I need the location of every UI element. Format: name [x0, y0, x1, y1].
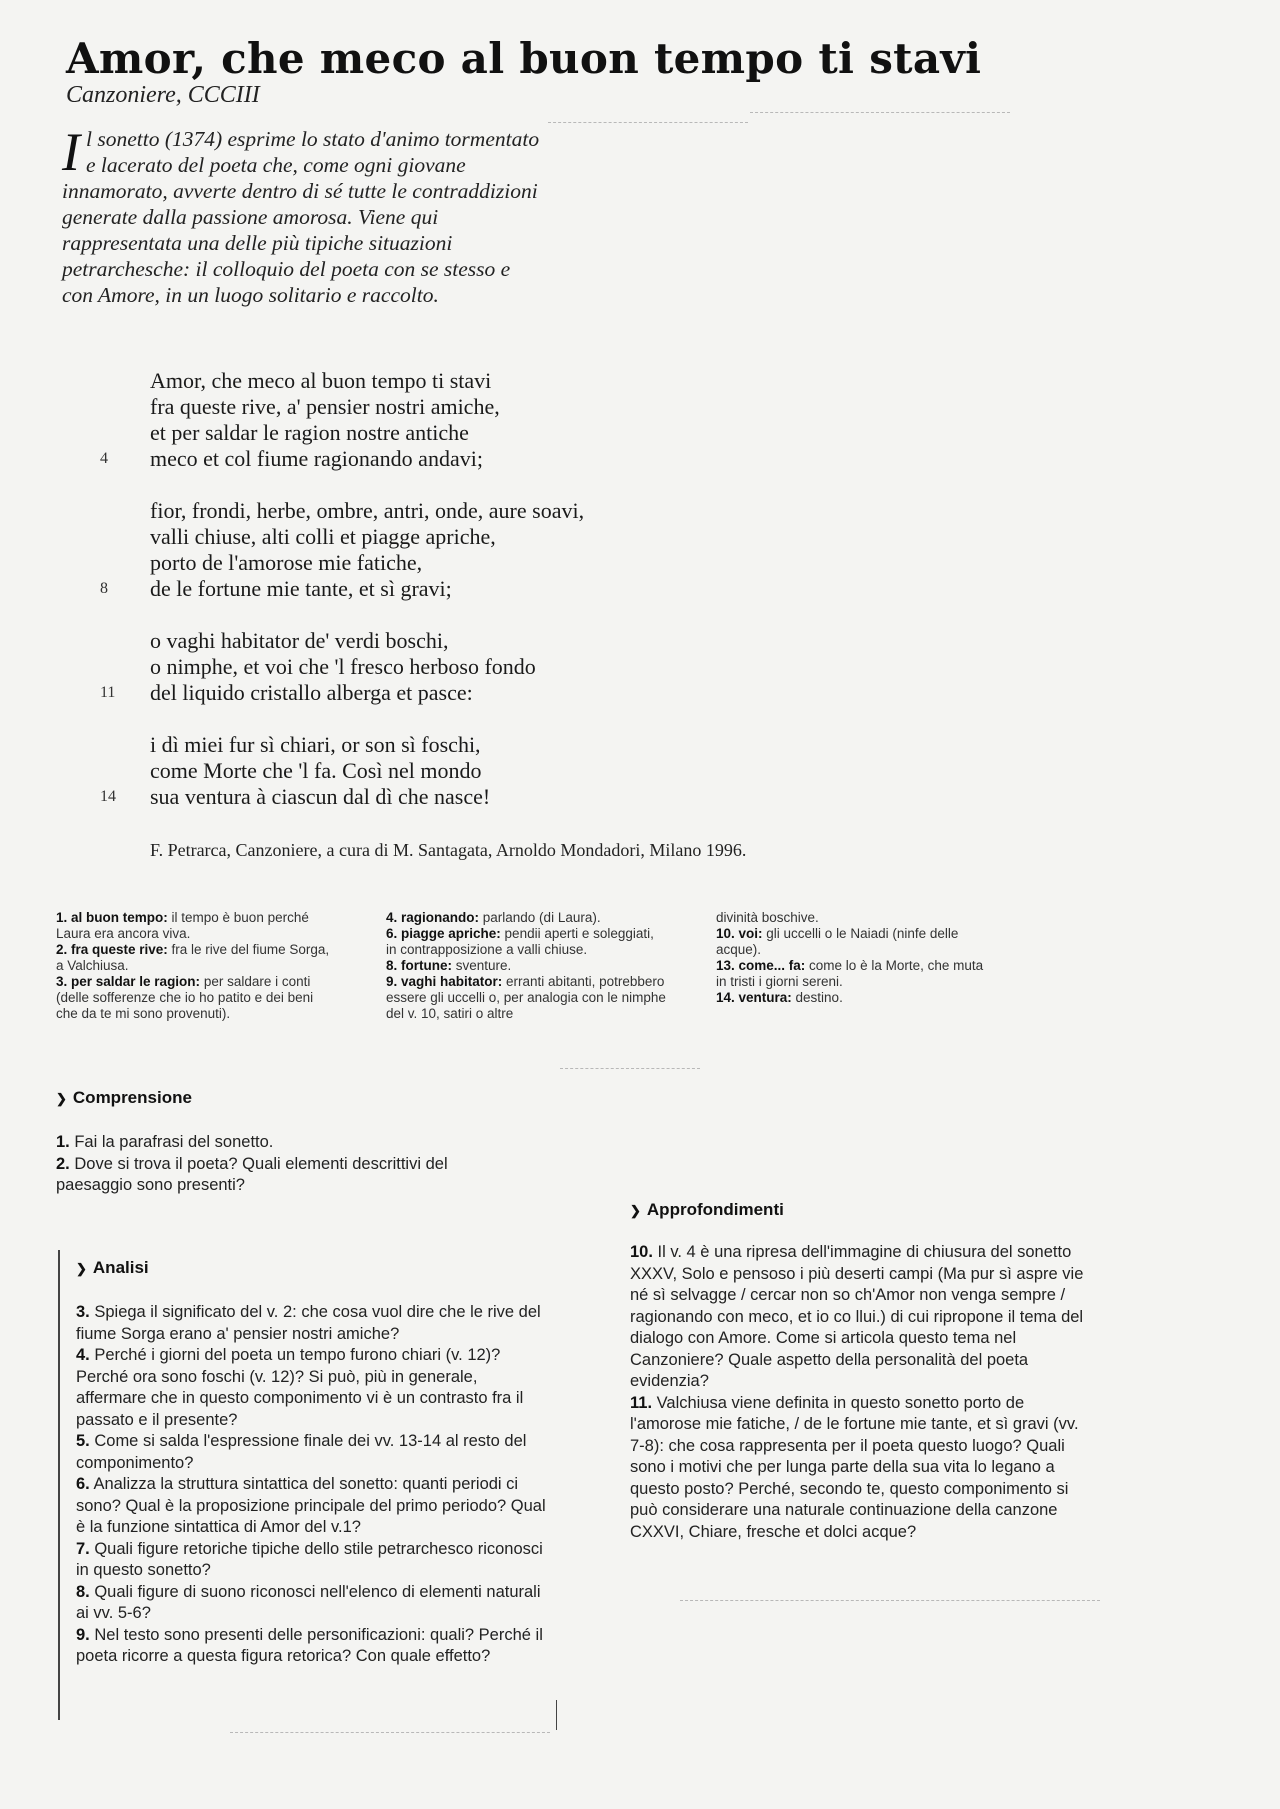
poem-line — [90, 550, 710, 576]
poem-line — [90, 654, 710, 680]
note-term: 1. al buon tempo: — [56, 910, 168, 925]
question-number: 11. — [630, 1393, 653, 1412]
poem-line — [90, 784, 710, 810]
question-item — [76, 1625, 546, 1668]
notes-col-2 — [386, 910, 666, 1022]
question-text: Valchiusa viene definita in questo sonetto porto de l'amorose mie fatiche, / de le fortune mie tante, et sì gravi (vv. 7-8): che cosa rappresenta per il poeta questo luogo? Quali sono i motivi che per lunga parte della sua vita lo legano a questo posto? Perché, secondo te, questo componimento si può considerare una naturale continuazione della canzone CXXVI, Chiare, fresche et dolci acque? — [630, 1393, 1079, 1541]
question-number: 9. — [76, 1625, 90, 1644]
approfondimenti-questions — [630, 1242, 1090, 1543]
line-number: 8 — [100, 580, 108, 597]
note-text: divinità boschive. — [716, 910, 819, 925]
question-item — [56, 1132, 486, 1154]
note-item — [716, 926, 996, 958]
poem-line — [90, 446, 710, 472]
line-text: del liquido cristallo alberga et pasce: — [150, 680, 473, 705]
question-item — [630, 1393, 1090, 1544]
line-text: sua ventura à ciascun dal dì che nasce! — [150, 784, 491, 809]
line-text: valli chiuse, alti colli et piagge apriche, — [150, 524, 496, 549]
note-term: 2. fra queste rive: — [56, 942, 168, 957]
note-item — [386, 926, 666, 958]
poem-line — [90, 524, 710, 550]
section-heading-comprensione — [56, 1088, 192, 1108]
note-term: 4. ragionando: — [386, 910, 480, 925]
question-text: Nel testo sono presenti delle personificazioni: quali? Perché il poeta ricorre a questa figura retorica? Con quale effetto? — [76, 1625, 543, 1665]
divider — [230, 1732, 550, 1733]
line-text: meco et col fiume ragionando andavi; — [150, 446, 483, 471]
note-text: il tempo è buon perché Laura era ancora viva. — [56, 910, 309, 941]
note-item — [386, 910, 666, 926]
question-text: Quali figure di suono riconosci nell'elenco di elementi naturali ai vv. 5-6? — [76, 1582, 541, 1622]
question-item — [56, 1154, 486, 1197]
intro-text: l sonetto (1374) esprime lo stato d'animo tormentato e lacerato del poeta che, come ogni giovane innamorato, avverte dentro di sé tutte le contraddizioni generate dalla passione amorosa. Viene qui rappresentata una delle più tipiche situazioni petrarchesche: il colloquio del poeta con se stesso e con Amore, in un luogo solitario e raccolto. — [62, 127, 540, 307]
question-text: Spiega il significato del v. 2: che cosa vuol dire che le rive del fiume Sorga erano a' pensier nostri amiche? — [76, 1303, 541, 1343]
poem-line — [90, 420, 710, 446]
note-text: per saldare i conti (delle sofferenze che io ho patito e dei beni che da te mi sono provenuti). — [56, 974, 314, 1021]
heading-label: Analisi — [92, 1258, 149, 1277]
question-text: Dove si trova il poeta? Quali elementi descrittivi del paesaggio sono presenti? — [56, 1154, 448, 1194]
note-item — [56, 910, 336, 942]
question-text: Perché i giorni del poeta un tempo furono chiari (v. 12)? Perché ora sono foschi (v. 12)? Si può, più in generale, affermare che in questo componimento vi è un contrasto fra il passato e il presente? — [76, 1346, 524, 1429]
line-text: i dì miei fur sì chiari, or son sì foschi, — [150, 732, 481, 757]
poem-line — [90, 576, 710, 602]
note-term: 8. fortune: — [386, 958, 452, 973]
divider — [560, 1068, 700, 1069]
heading-label: Approfondimenti — [646, 1200, 784, 1219]
note-item — [716, 990, 996, 1006]
line-text: de le fortune mie tante, et sì gravi; — [150, 576, 452, 601]
drop-cap: I — [62, 122, 80, 182]
source-citation: F. Petrarca, Canzoniere, a cura di M. Santagata, Arnoldo Mondadori, Milano 1996. — [150, 840, 747, 860]
question-number: 6. — [76, 1475, 90, 1493]
poem-stanza — [90, 732, 710, 810]
line-text: o nimphe, et voi che 'l fresco herboso fondo — [150, 654, 536, 679]
poem — [90, 368, 710, 836]
heading-label: Comprensione — [72, 1088, 192, 1107]
poem-stanza — [90, 498, 710, 602]
note-item — [56, 942, 336, 974]
note-item — [716, 910, 996, 926]
section-heading-approfondimenti — [630, 1200, 784, 1220]
question-item — [76, 1582, 546, 1625]
question-item — [76, 1431, 546, 1474]
question-number: 2. — [56, 1154, 70, 1173]
note-term: 6. piagge apriche: — [386, 926, 501, 941]
note-text: sventure. — [452, 958, 512, 973]
page-title: Amor, che meco al buon tempo ti stavi — [66, 34, 982, 83]
box-border — [58, 1250, 60, 1720]
note-text: fra le rive del fiume Sorga, a Valchiusa. — [56, 942, 330, 973]
question-number: 8. — [76, 1582, 90, 1601]
note-item — [386, 958, 666, 974]
question-item — [630, 1242, 1090, 1393]
line-number: 11 — [100, 684, 116, 701]
note-item — [56, 974, 336, 1022]
section-heading-analisi — [76, 1258, 149, 1278]
question-number: 5. — [76, 1432, 90, 1450]
notes-col-1 — [56, 910, 336, 1022]
poem-line — [90, 680, 710, 706]
arrow-icon: ❯ — [56, 1091, 67, 1106]
line-text: o vaghi habitator de' verdi boschi, — [150, 628, 449, 653]
note-text: parlando (di Laura). — [479, 910, 601, 925]
question-text: Il v. 4 è una ripresa dell'immagine di chiusura del sonetto XXXV, Solo e pensoso i più deserti campi (Ma pur sì aspre vie né sì selvagge / cercar non so ch'Amor non venga sempre / ragionando con meco, et io co llui.) di cui ripropone il tema del dialogo con Amore. Come si articola questo tema nel Canzoniere? Quale aspetto della personalità del poeta evidenzia? — [630, 1243, 1084, 1390]
note-text: gli uccelli o le Naiadi (ninfe delle acque). — [716, 926, 959, 957]
note-item — [716, 958, 996, 990]
line-text: fior, frondi, herbe, ombre, antri, onde, aure soavi, — [150, 498, 585, 523]
poem-stanza — [90, 368, 710, 472]
note-text: erranti abitanti, potrebbero essere gli uccelli o, per analogia con le nimphe del v. 10, satiri o altre — [386, 974, 666, 1021]
question-item — [76, 1474, 546, 1539]
poem-line — [90, 758, 710, 784]
question-text: Quali figure retoriche tipiche dello stile petrarchesco riconosci in questo sonetto? — [76, 1539, 543, 1579]
question-number: 10. — [630, 1243, 653, 1261]
page-subtitle: Canzoniere, CCCIII — [66, 82, 260, 108]
divider — [548, 122, 748, 123]
question-number: 4. — [76, 1346, 90, 1364]
question-text: Come si salda l'espressione finale dei vv. 13-14 al resto del componimento? — [76, 1432, 527, 1472]
question-number: 1. — [56, 1133, 70, 1151]
line-text: porto de l'amorose mie fatiche, — [150, 550, 423, 575]
note-text: come lo è la Morte, che muta in tristi i giorni sereni. — [716, 958, 984, 989]
question-item — [76, 1539, 546, 1582]
line-text: et per saldar le ragion nostre antiche — [150, 420, 469, 445]
line-number: 14 — [100, 788, 116, 805]
intro-paragraph — [62, 122, 542, 308]
arrow-icon: ❯ — [630, 1203, 641, 1218]
poem-line — [90, 498, 710, 524]
question-number: 7. — [76, 1539, 90, 1558]
line-number: 4 — [100, 450, 108, 467]
line-text: come Morte che 'l fa. Così nel mondo — [150, 758, 482, 783]
question-text: Analizza la struttura sintattica del sonetto: quanti periodi ci sono? Qual è la proposizione principale del primo periodo? Qual è la funzione sintattica di Amor del v.1? — [76, 1475, 546, 1536]
note-term: 9. vaghi habitator: — [386, 974, 503, 989]
note-term: 3. per saldar le ragion: — [56, 974, 201, 989]
divider — [680, 1600, 1100, 1601]
note-term: 13. come... fa: — [716, 958, 806, 973]
poem-line — [90, 628, 710, 654]
note-term: 14. ventura: — [716, 990, 792, 1005]
note-term: 10. voi: — [716, 926, 763, 941]
line-text: fra queste rive, a' pensier nostri amiche, — [150, 394, 500, 419]
note-item — [386, 974, 666, 1022]
poem-line — [90, 394, 710, 420]
question-text: Fai la parafrasi del sonetto. — [69, 1133, 274, 1151]
question-item — [76, 1302, 546, 1345]
line-text: Amor, che meco al buon tempo ti stavi — [150, 368, 492, 393]
arrow-icon: ❯ — [76, 1261, 87, 1276]
box-border — [556, 1700, 557, 1730]
poem-stanza — [90, 628, 710, 706]
comprensione-questions — [56, 1132, 486, 1197]
question-item — [76, 1345, 546, 1431]
notes-col-3 — [716, 910, 996, 1006]
divider — [750, 112, 1010, 113]
note-text: pendii aperti e soleggiati, in contrapposizione a valli chiuse. — [386, 926, 654, 957]
poem-line — [90, 732, 710, 758]
analisi-questions — [76, 1302, 546, 1668]
question-number: 3. — [76, 1303, 90, 1321]
poem-line — [90, 368, 710, 394]
note-text: destino. — [791, 990, 843, 1005]
